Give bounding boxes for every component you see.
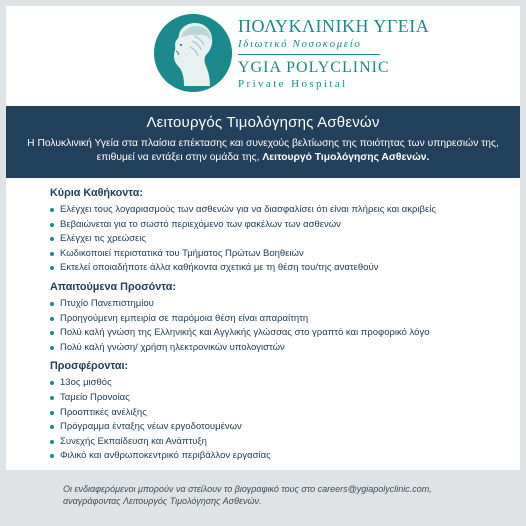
list-item: Ελέγχει τους λογαριασμούς των ασθενών για να διασφαλίσει ότι είναι πλήρεις και ακριβείς: [50, 203, 520, 218]
brand-greek-name: ΠΟΛΥΚΛΙΝΙΚΗ ΥΓΕΙΑ: [238, 16, 430, 36]
list-item: Πολύ καλή γνώση/ χρήση ηλεκτρονικών υπολογιστών: [50, 341, 520, 356]
qualifications-list: [50, 297, 520, 355]
list-item: Φιλικό και ανθρωποκεντρικό περιβάλλον εργασίας: [50, 449, 520, 464]
list-item: Προηγούμενη εμπειρία σε παρόμοια θέση είναι απαραίτητη: [50, 312, 520, 327]
duties-list: [50, 203, 520, 276]
list-item: Προοπτικές ανέλιξης: [50, 406, 520, 421]
logo-wordmark: [238, 16, 429, 91]
title-band: [6, 106, 520, 178]
job-details: [6, 178, 520, 470]
list-item: 13ος μισθός: [50, 376, 520, 391]
brand-greek-subtitle: Ιδιωτικό Νοσοκομείο: [238, 38, 362, 50]
list-item: Βεβαιώνεται για το σωστό περιεχόμενο των φακέλων των ασθενών: [50, 218, 520, 233]
intro-text: Η Πολυκλινική Υγεία στα πλαίσια επέκτασης και συνεχούς βελτίωσης της ποιότητας των υπηρεσιών της, επιθυμεί να εντάξει στην ομάδα της,: [27, 138, 499, 163]
list-item: Κωδικοποιεί περιστατικά του Τμήματος Πρώτων Βοηθειών: [50, 247, 520, 262]
footer-line-1: Οι ενδιαφερόμενοι μπορούν να στείλουν το βιογραφικό τους στο careers@ygiapolyclinic.com,: [63, 484, 432, 494]
brand-english-name: YGIA POLYCLINIC: [238, 59, 390, 76]
section-title: Προσφέρονται:: [50, 360, 129, 373]
section-title: Κύρια Καθήκοντα:: [50, 187, 144, 199]
intro-emphasis: Λειτουργό Τιμολόγησης Ασθενών.: [262, 152, 430, 163]
greek-goddess-head-icon: [154, 14, 232, 92]
list-item: Ελέγχει τις χρεώσεις: [50, 232, 520, 247]
application-instructions: [6, 470, 520, 520]
brand-english-subtitle: Private Hospital: [238, 78, 348, 90]
section-qualifications: [50, 280, 520, 355]
job-title: Λειτουργός Τιμολόγησης Ασθενών: [146, 114, 380, 131]
list-item: Πτυχίο Πανεπιστημίου: [50, 297, 520, 312]
list-item: Ταμείο Προνοίας: [50, 391, 520, 406]
hospital-logo: [6, 6, 520, 106]
section-title: Απαιτούμενα Προσόντα:: [50, 280, 176, 293]
logo-divider: [238, 54, 380, 55]
intro-paragraph: [6, 132, 520, 165]
benefits-list: [50, 376, 520, 464]
job-ad-card: [6, 6, 520, 520]
footer-line-2: αναγράφοντας Λειτουργός Τιμολόγησης Ασθενών.: [63, 495, 262, 506]
list-item: Εκτελεί οποιαδήποτε άλλα καθήκοντα σχετικά με τη θέση του/της ανατεθούν: [50, 261, 520, 276]
section-benefits: [50, 359, 520, 464]
section-duties: [50, 186, 520, 276]
list-item: Συνεχής Εκπαίδευση και Ανάπτυξη: [50, 435, 520, 450]
list-item: Πρόγραμμα ένταξης νέων εργοδοτουμένων: [50, 420, 520, 435]
list-item: Πολύ καλή γνώση της Ελληνικής και Αγγλικής γλώσσας στο γραπτό και προφορικό λόγο: [50, 326, 520, 341]
